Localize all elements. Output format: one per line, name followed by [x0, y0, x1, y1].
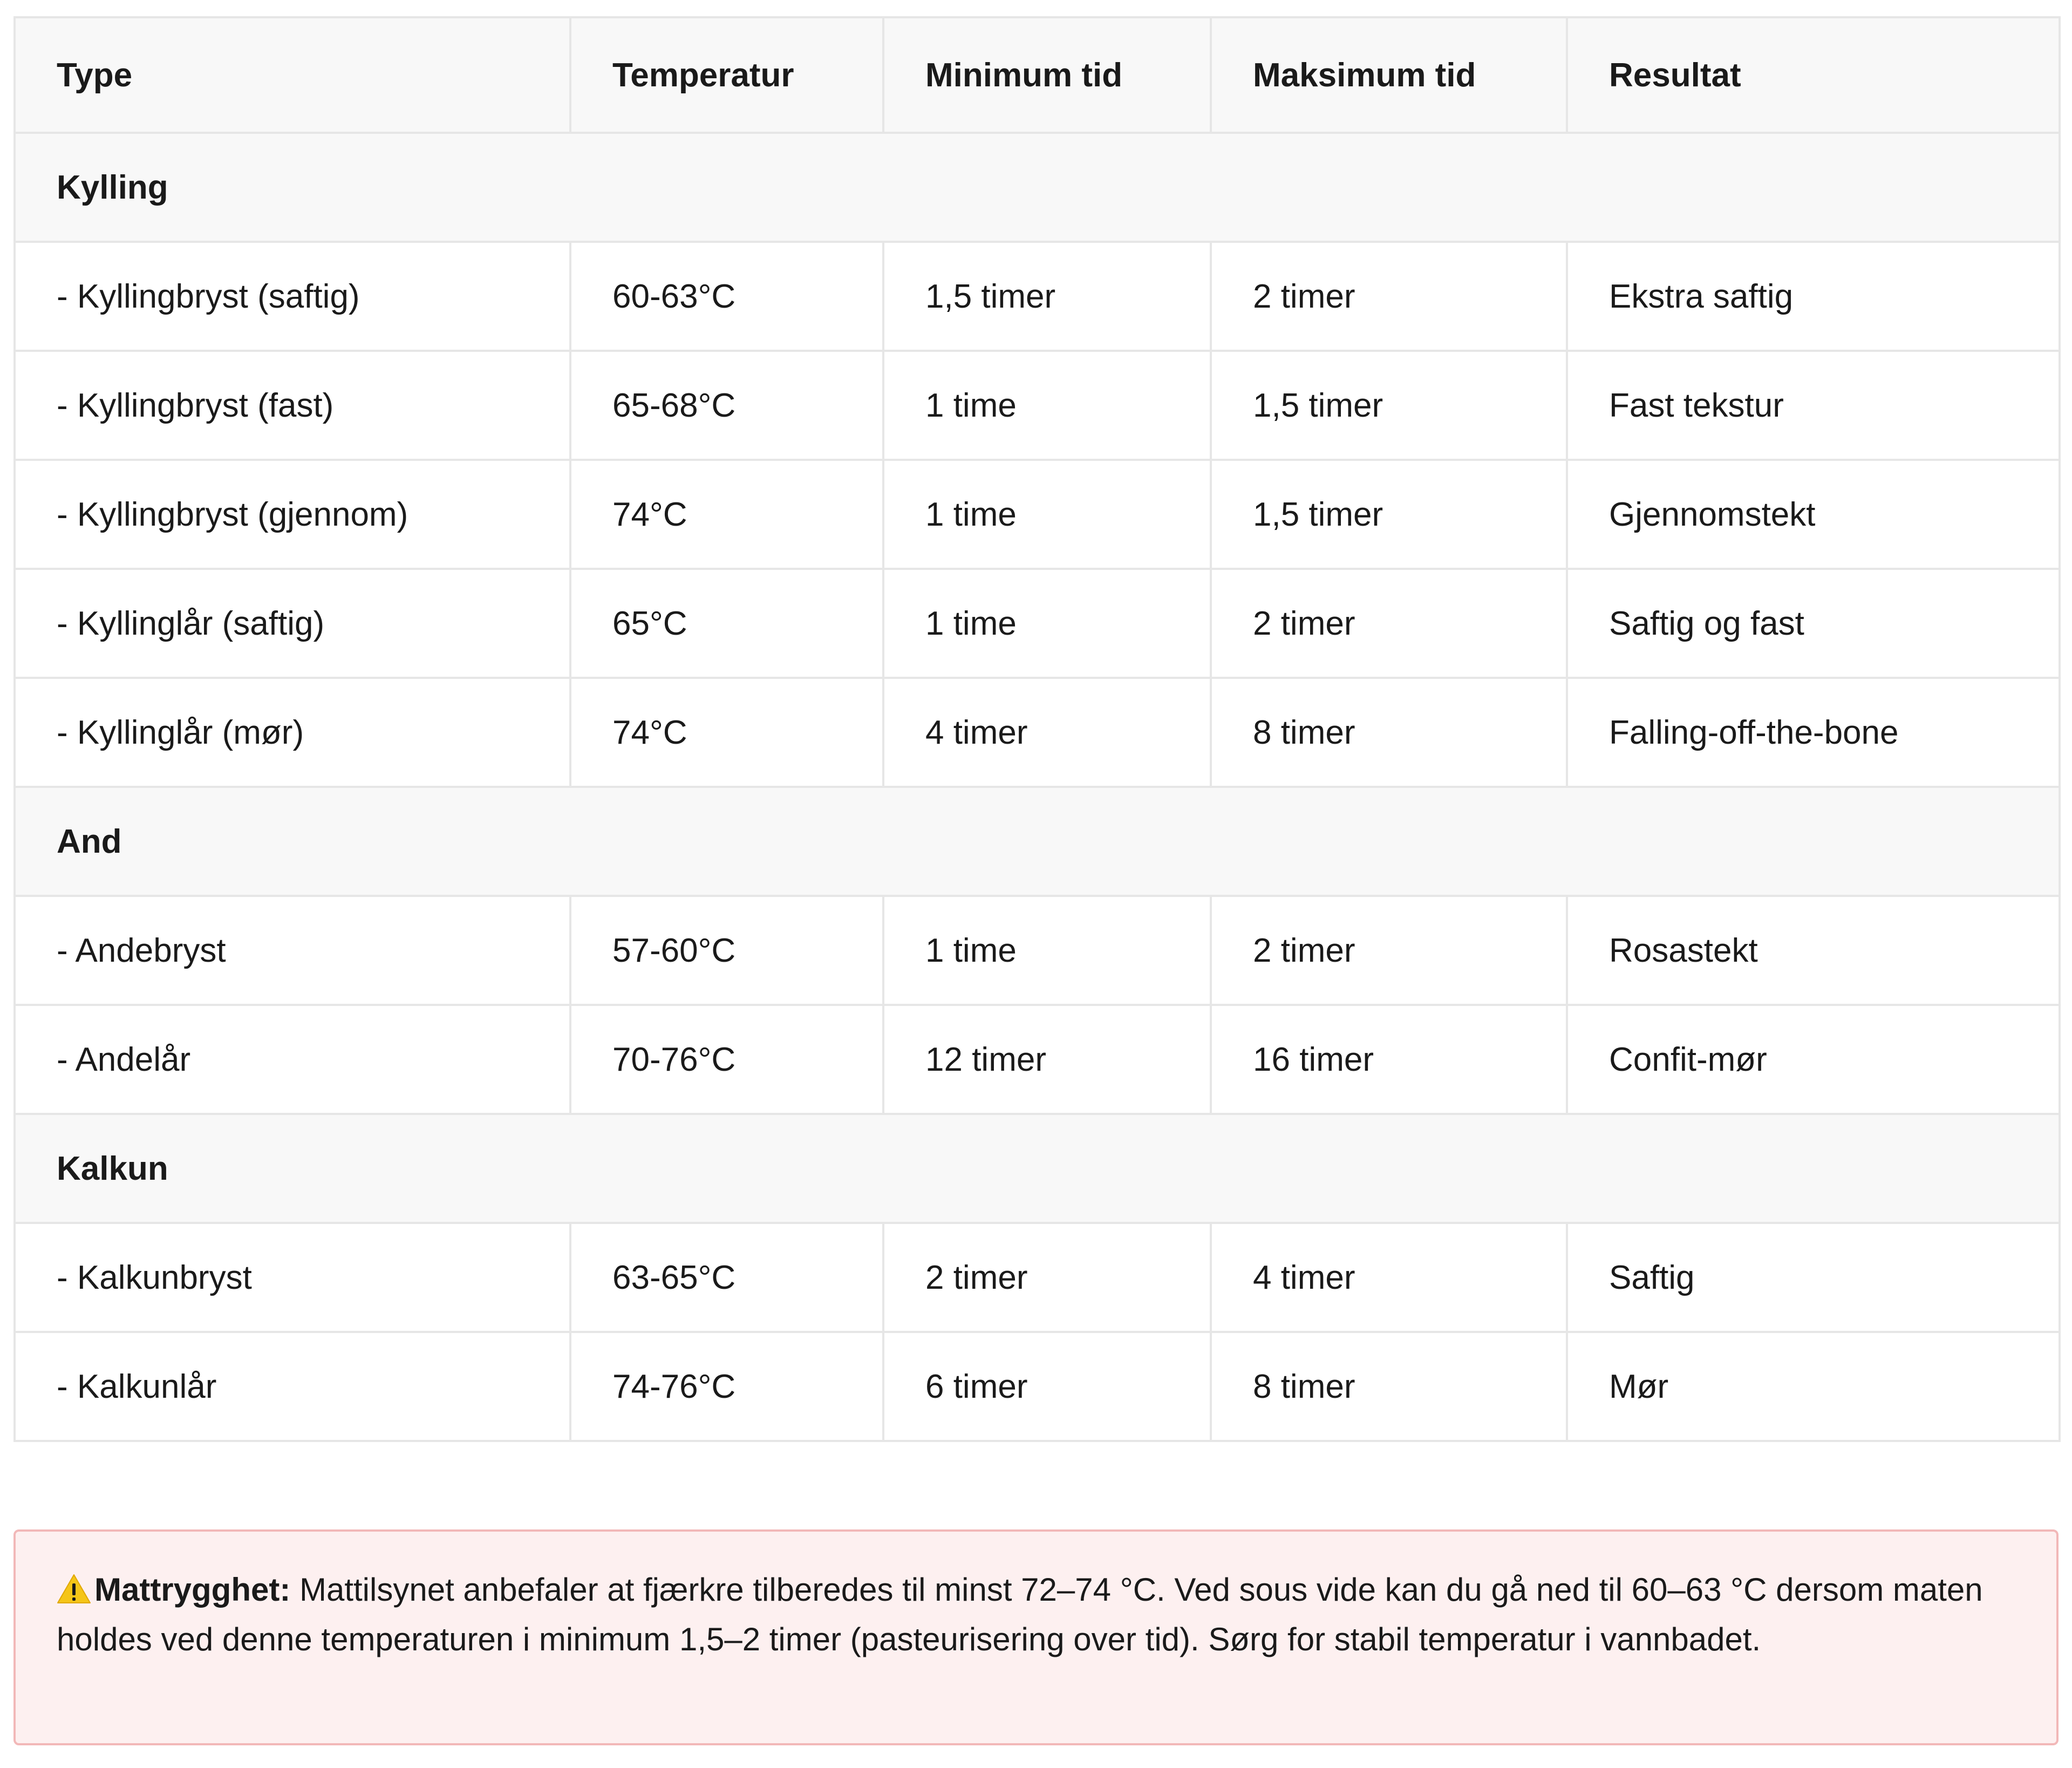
cell-result: Gjennomstekt	[1567, 460, 2060, 569]
cell-result: Ekstra saftig	[1567, 242, 2060, 351]
cell-min-time: 1 time	[883, 569, 1211, 678]
cell-max-time: 2 timer	[1211, 569, 1567, 678]
cell-type: - Kalkunlår	[15, 1332, 570, 1441]
cell-temperature: 60-63°C	[570, 242, 883, 351]
cell-temperature: 65-68°C	[570, 351, 883, 460]
alert-text: Mattilsynet anbefaler at fjærkre tilberedes til minst 72–74 °C. Ved sous vide kan du gå ned til 60–63 °C dersom maten holdes ved denne temperaturen i minimum 1,5–2 timer (pasteurisering over tid). Sørg for stabil temperatur i vannbadet.	[57, 1572, 1983, 1657]
table-row	[15, 351, 2060, 460]
cell-temperature: 74°C	[570, 460, 883, 569]
cell-result: Confit-mør	[1567, 1005, 2060, 1114]
cell-max-time: 2 timer	[1211, 896, 1567, 1005]
table-row	[15, 460, 2060, 569]
cell-type: - Kyllingbryst (fast)	[15, 351, 570, 460]
cell-temperature: 65°C	[570, 569, 883, 678]
cell-max-time: 16 timer	[1211, 1005, 1567, 1114]
header-row	[15, 17, 2060, 133]
cell-type: - Kyllingbryst (saftig)	[15, 242, 570, 351]
cell-type: - Kyllingbryst (gjennom)	[15, 460, 570, 569]
group-label: And	[15, 787, 2060, 896]
cell-max-time: 1,5 timer	[1211, 351, 1567, 460]
cell-type: - Andelår	[15, 1005, 570, 1114]
cell-temperature: 70-76°C	[570, 1005, 883, 1114]
column-header-min-time: Minimum tid	[883, 17, 1211, 133]
cell-min-time: 12 timer	[883, 1005, 1211, 1114]
cell-min-time: 1 time	[883, 460, 1211, 569]
cell-result: Saftig og fast	[1567, 569, 2060, 678]
group-row	[15, 133, 2060, 242]
cell-result: Falling-off-the-bone	[1567, 678, 2060, 787]
table-row	[15, 896, 2060, 1005]
column-header-result: Resultat	[1567, 17, 2060, 133]
cell-temperature: 57-60°C	[570, 896, 883, 1005]
cell-type: - Kyllinglår (saftig)	[15, 569, 570, 678]
cell-result: Saftig	[1567, 1223, 2060, 1332]
table-row	[15, 1332, 2060, 1441]
cell-result: Fast tekstur	[1567, 351, 2060, 460]
food-safety-alert	[13, 1529, 2059, 1745]
column-header-temperature: Temperatur	[570, 17, 883, 133]
table-row	[15, 242, 2060, 351]
sous-vide-poultry-table	[13, 16, 2061, 1442]
cell-max-time: 8 timer	[1211, 678, 1567, 787]
cell-min-time: 1 time	[883, 896, 1211, 1005]
cell-temperature: 74°C	[570, 678, 883, 787]
cell-min-time: 4 timer	[883, 678, 1211, 787]
group-label: Kalkun	[15, 1114, 2060, 1223]
table-row	[15, 1223, 2060, 1332]
cell-type: - Kalkunbryst	[15, 1223, 570, 1332]
group-label: Kylling	[15, 133, 2060, 242]
column-header-max-time: Maksimum tid	[1211, 17, 1567, 133]
cell-min-time: 1 time	[883, 351, 1211, 460]
cell-temperature: 74-76°C	[570, 1332, 883, 1441]
warning-icon	[57, 1568, 91, 1599]
cell-result: Mør	[1567, 1332, 2060, 1441]
cell-type: - Andebryst	[15, 896, 570, 1005]
column-header-type: Type	[15, 17, 570, 133]
temperature-table-container	[13, 16, 2059, 1442]
cell-max-time: 4 timer	[1211, 1223, 1567, 1332]
cell-min-time: 6 timer	[883, 1332, 1211, 1441]
table-row	[15, 1005, 2060, 1114]
alert-title: Mattrygghet:	[94, 1572, 291, 1608]
cell-result: Rosastekt	[1567, 896, 2060, 1005]
table-row	[15, 678, 2060, 787]
table-header	[15, 17, 2060, 133]
cell-temperature: 63-65°C	[570, 1223, 883, 1332]
cell-min-time: 1,5 timer	[883, 242, 1211, 351]
cell-max-time: 1,5 timer	[1211, 460, 1567, 569]
table-row	[15, 569, 2060, 678]
table-body	[15, 133, 2060, 1441]
cell-min-time: 2 timer	[883, 1223, 1211, 1332]
cell-type: - Kyllinglår (mør)	[15, 678, 570, 787]
cell-max-time: 8 timer	[1211, 1332, 1567, 1441]
group-row	[15, 1114, 2060, 1223]
group-row	[15, 787, 2060, 896]
cell-max-time: 2 timer	[1211, 242, 1567, 351]
